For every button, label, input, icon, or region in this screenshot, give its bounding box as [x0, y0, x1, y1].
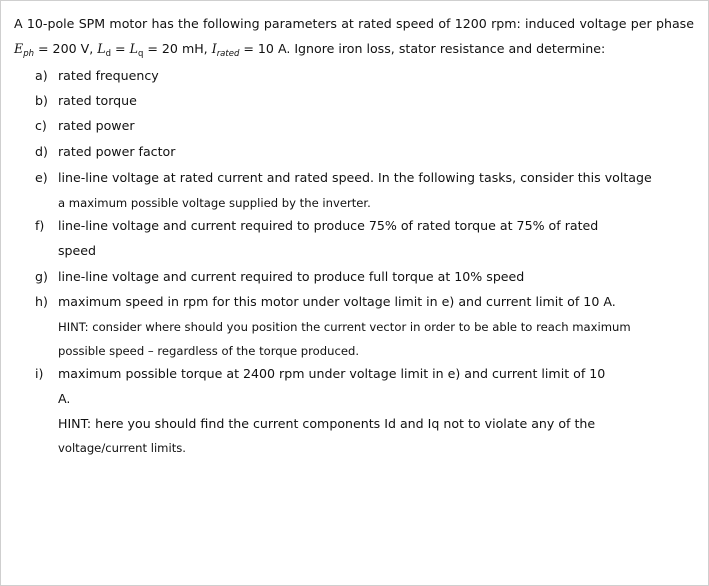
- ld-subscript: d: [105, 48, 112, 59]
- item-hint-continuation: voltage/current limits.: [58, 441, 186, 455]
- item-marker: d): [35, 144, 48, 159]
- item-text: line-line voltage and current required to produce full torque at 10% speed: [58, 269, 525, 284]
- item-marker: f): [35, 218, 45, 233]
- item-marker: b): [35, 93, 48, 108]
- item-marker: h): [35, 294, 48, 309]
- item-marker: c): [35, 118, 47, 133]
- intro-text-1: A 10-pole SPM motor has the following parameters at rated speed of 1200 rpm: induced voltage per phase: [14, 16, 694, 31]
- item-continuation: A.: [58, 391, 71, 406]
- eph-subscript: ph: [23, 48, 34, 59]
- item-text: line-line voltage and current required to produce 75% of rated torque at 75% of rated: [58, 218, 599, 233]
- ld-equals: =: [111, 40, 130, 56]
- item-hint-continuation: possible speed – regardless of the torque produced.: [58, 344, 360, 358]
- problem-intro: [14, 12, 694, 61]
- item-continuation: a maximum possible voltage supplied by the inverter.: [58, 196, 371, 210]
- lq-subscript: q: [137, 48, 144, 59]
- item-marker: i): [35, 366, 44, 381]
- item-text: rated power factor: [58, 144, 176, 159]
- irated-value: = 10 A. Ignore iron loss, stator resistance and determine:: [239, 40, 606, 56]
- item-marker: a): [35, 68, 48, 83]
- item-continuation: speed: [58, 243, 97, 258]
- irated-symbol: I: [211, 40, 217, 56]
- eph-value: = 200 V,: [34, 40, 98, 56]
- item-hint: HINT: consider where should you position the current vector in order to be able to reach maximum: [58, 320, 631, 334]
- lq-value: = 20 mH,: [143, 40, 212, 56]
- item-text: rated power: [58, 118, 135, 133]
- item-marker: g): [35, 269, 48, 284]
- item-text: maximum possible torque at 2400 rpm under voltage limit in e) and current limit of 10: [58, 366, 606, 381]
- item-marker: e): [35, 170, 48, 185]
- lq-symbol: L: [129, 40, 138, 56]
- item-text: rated torque: [58, 93, 137, 108]
- item-text: line-line voltage at rated current and rated speed. In the following tasks, consider this voltage: [58, 170, 652, 185]
- item-text: rated frequency: [58, 68, 159, 83]
- item-text: maximum speed in rpm for this motor under voltage limit in e) and current limit of 10 A.: [58, 294, 616, 309]
- irated-subscript: rated: [216, 48, 240, 59]
- item-hint: HINT: here you should find the current components Id and Iq not to violate any of the: [58, 416, 596, 431]
- eph-symbol: E: [14, 40, 24, 56]
- ld-symbol: L: [97, 40, 106, 56]
